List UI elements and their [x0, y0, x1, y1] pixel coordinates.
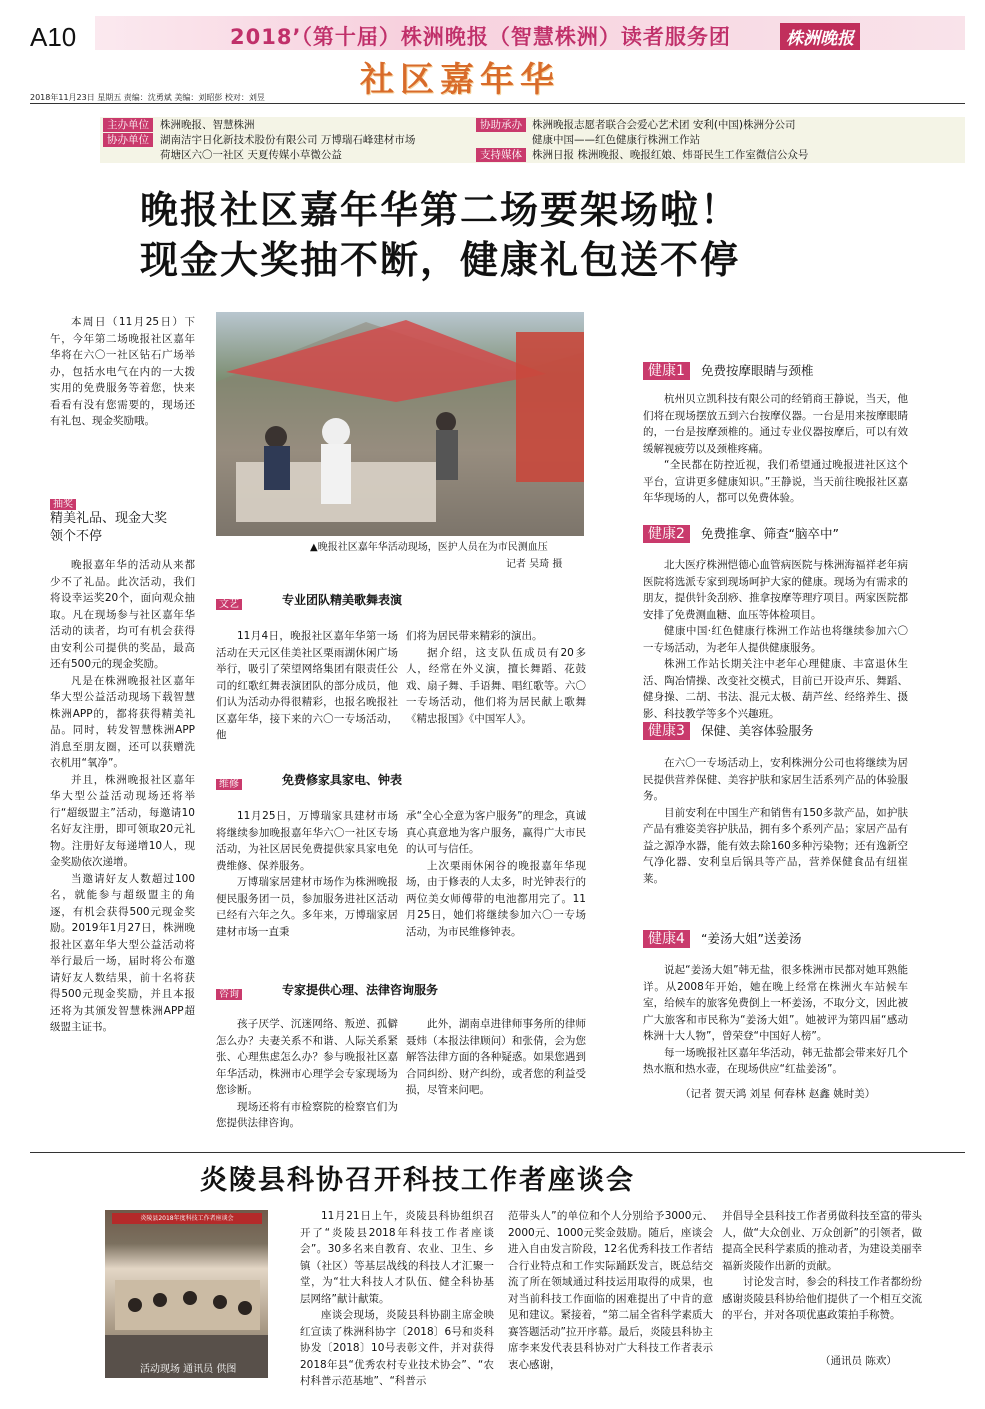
- masthead-rule: [30, 103, 965, 104]
- intro-text: 本周日（11月25日）下午，今年第二场晚报社区嘉年华将在六〇一社区钻石广场举办，包括水电气在内的一大拨实用的免费服务等着您，快来看看有没有您需要的，现场还有礼包、现金奖励哦。: [50, 316, 195, 427]
- section-title: 社区嘉年华: [360, 60, 560, 100]
- art-title: 专业团队精美歌舞表演: [282, 593, 403, 607]
- article-divider: [30, 1152, 965, 1153]
- health-4-title: “姜汤大姐”送姜汤: [701, 931, 802, 946]
- health-3-body: 在六〇一专场活动上，安利株洲分公司也将继续为居民提供营养保健、美容护肤和家居生活系列产品的体验服务。 目前安利在中国生产和销售有150多款产品，如护肤产品有雅姿美容护肤品，拥有多个系列产品；家居产品有益之源净水器，能有效去除160多种污染物；还有逸新空气净化器、安利皇后锅具等产品，营养保健食品有纽崔莱。: [643, 757, 908, 885]
- health-4-body: 说起“姜汤大姐”韩无盐，很多株洲市民都对她耳熟能详。从2008年开始，她在晚上经常在株洲火车站候车室，给候车的旅客免费倒上一杯姜汤，不取分文，因此被广大旅客和市民称为“姜汤大姐”。她被评为第四届“感动株洲十大人物”，曾荣登“中国好人榜”。 每一场晚报社区嘉年华活动，韩无盐都会带来好几个热水瓶和热水壶，在现场供应“红盐姜汤”。: [643, 964, 908, 1075]
- co-value: 湖南洁宇日化新技术股份有限公司 万博瑞石峰建材市场: [160, 134, 416, 146]
- page-number: A10: [30, 22, 77, 52]
- art-section: [216, 592, 242, 612]
- masthead-banner: 2018’（第十届）株洲晚报（智慧株洲）读者服务团: [230, 25, 731, 49]
- health-2-body: 北大医疗株洲恺德心血管病医院与株洲海福祥老年病医院将选派专家到现场呵护大家的健康。现场为有需求的朋友，提供针灸刮痧、推拿按摩等理疗项目。两家医院都安排了免费测血糖、血压等体检项目。 健康中国·红色健康行株洲工作站也将继续参加六〇一专场活动，为老年人提供健康服务。 株洲工作站长期关注中老年心理健康、丰富退休生活、陶冶情操、改变社交模式，目前已开设声乐、舞蹈、健身操、二胡、书法、混元太极、葫芦丝、经络养生、摄影、科技教学等多个兴趣班。: [643, 559, 908, 720]
- reporters-credit: （记者 贺天鸿 刘星 何春林 赵鑫 姚时美）: [680, 1088, 876, 1100]
- art-label: 文艺: [216, 599, 242, 610]
- repair-title: 免费修家具家电、钟表: [282, 773, 403, 787]
- assist-value: 株洲晚报志愿者联合会爱心艺术团 安利(中国)株洲分公司: [532, 119, 796, 131]
- headline-line-1: 晚报社区嘉年华第二场要架场啦！: [140, 188, 741, 232]
- health-2-title: 免费推拿、筛查“脑卒中”: [701, 526, 839, 541]
- lottery-label: 抽奖: [50, 499, 76, 510]
- repair-label: 维修: [216, 779, 242, 790]
- newspaper-logo: 株洲晚报: [780, 23, 860, 50]
- health-3-tag: 健康3: [643, 722, 690, 740]
- consult-section: [216, 982, 242, 1002]
- photo-caption: ▲晚报社区嘉年华活动现场，医护人员在为市民测血压: [310, 542, 548, 553]
- health-2-header: [643, 523, 839, 543]
- consult-col-1: 孩子厌学、沉迷网络、叛逆、孤僻怎么办？夫妻关系不和谐、人际关系紧张、心理焦虑怎么办？参与晚报社区嘉年华活动，株洲市心理学会专家现场为您诊断。 现场还将有市检察院的检察官们为您提供法律咨询。: [216, 1018, 398, 1129]
- dateline: 2018年11月23日 星期五 责编：沈勇斌 美编：刘昭彭 校对：刘昱: [30, 93, 265, 102]
- media-value: 株洲日报 株洲晚报、晚报红娘、炜哥民生工作室微信公众号: [532, 149, 809, 161]
- consult-col-2: 此外，湖南卓进律师事务所的律师聂炜（本报法律顾问）和张倩，会为您解答法律方面的各种疑惑。如果您遇到合同纠纷、财产纠纷，或者您的利益受损，尽管来问吧。: [406, 1018, 586, 1096]
- health-1-title: 免费按摩眼睛与颈椎: [701, 363, 814, 378]
- article2-credit: （通讯员 陈欢）: [820, 1355, 897, 1367]
- article2-headline: 炎陵县科协召开科技工作者座谈会: [200, 1165, 635, 1196]
- health-1-header: [643, 360, 814, 380]
- article2-col-2: 范带头人”的单位和个人分别给予3000元、2000元、1000元奖金鼓励。随后，座谈会进入自由发言阶段，12名优秀科技工作者结合行业特点和工作实际踊跃发言，既总结交流了所在领域通过科技运用取得的成果，也对当前科技工作面临的困难提出了中肯的意见和建议。紧接着，“第二届全省科学素质大赛答题活动”拉开序幕。最后，炎陵县科协主席李来发代表县科协对广大科技工作者表示衷心感谢，: [508, 1210, 713, 1371]
- media-label: 支持媒体: [476, 148, 526, 162]
- lottery-title: 精美礼品、现金大奖 领个不停: [50, 511, 168, 544]
- health-3-header: [643, 720, 814, 740]
- event-photo-illustration: [216, 312, 584, 536]
- health-1-body: 杭州贝立凯科技有限公司的经销商王静说，当天，他们将在现场摆放五到六台按摩仪器。一台是用来按摩眼睛的，一台是按摩颈椎的。通过专业仪器按摩后，可以有效缓解视疲劳以及颈椎疼痛。 “全民都在防控近视，我们希望通过晚报进社区这个平台，宣讲更多健康知识。”王静说，当天前往晚报社区嘉年华现场的人，都可以免费体验。: [643, 393, 908, 504]
- assist-value-2: 健康中国——红色健康行株洲工作站: [532, 134, 700, 146]
- photo-credit: 记者 吴琦 摄: [506, 559, 563, 570]
- co-label: 协办单位: [103, 133, 153, 147]
- article2-photo-banner: 炎陵县2018年度科技工作者座谈会: [112, 1213, 262, 1224]
- repair-col-1: 11月25日，万博瑞家具建材市场将继续参加晚报嘉年华六〇一社区专场活动，为社区居民免费提供家具家电免费维修、保养服务。 万博瑞家居建材市场作为株洲晚报便民服务团一员，参加服务进社区活动已经有六年之久。多年来，万博瑞家居建材市场一直秉: [216, 810, 398, 938]
- repair-section: [216, 772, 242, 792]
- event-photo: [216, 312, 584, 536]
- lottery-body: 晚报嘉年华的活动从来都少不了礼品。此次活动，我们将设幸运奖20个，面向观众抽取。凡在现场参与社区嘉年华活动的读者，均可有机会获得由安利公司提供的奖品，最高还有500元的现金奖励。 凡是在株洲晚报社区嘉年华大型公益活动现场下载智慧株洲APP的，都将获得精美礼品。同时，转发智慧株洲APP消息至朋友圈，还可以获赠洗衣机用“氧净”。 并且，株洲晚报社区嘉年华大型公益活动现场还将举行“超级盟主”活动，每邀请10名好友注册，即可领取20元礼物。注册好友每递增10人，现金奖励依次递增。 当邀请好友人数超过100名，就能参与超级盟主的角逐，有机会获得500元现金奖励。2019年1月27日，株洲晚报社区嘉年华大型公益活动将举行最后一场，届时将公布邀请好友人数结果，前十名将获得500元现金奖励，并且本报还将为其颁发智慧株洲APP超级盟主证书。: [50, 559, 195, 1033]
- main-headline: [140, 185, 860, 285]
- article2-col-1: 11月21日上午，炎陵县科协组织召开了“炎陵县2018年科技工作者座谈会”。30多名来自教育、农业、卫生、乡镇（社区）等基层战线的科技人才汇聚一堂，为“壮大科技人才队伍、健全科协基层网络”献计献策。 座谈会现场，炎陵县科协副主席金映红宣读了株洲科协字〔2018〕6号和炎科协发〔2018〕10号表彰文件，并对获得2018年县“优秀农村专业技术协会”、“农村科普示范基地”、“科普示: [300, 1210, 494, 1387]
- assist-label: 协助承办: [476, 118, 526, 132]
- art-col-2: 们将为居民带来精彩的演出。 据介绍，这支队伍成员有20多人，经常在外义演，擅长舞蹈、花鼓戏、扇子舞、手语舞、唱红歌等。六〇一专场活动，他们将为居民献上歌舞《精忠报国》《中国军人》。: [406, 630, 586, 725]
- article2-col-3: 并倡导全县科技工作者勇做科技至富的带头人，做“大众创业、万众创新”的引领者，做提高全民科学素质的推动者，为建设美丽幸福新炎陵作出新的贡献。 讨论发言时，参会的科技工作者都纷纷感谢炎陵县科协给他们提供了一个相互交流的平台，并对各项优惠政策拍手称赞。: [722, 1210, 922, 1321]
- article2-photo-illustration: [105, 1210, 268, 1378]
- repair-col-2: 承“全心全意为客户服务”的理念，真诚真心真意地为客户服务，赢得广大市民的认可与信任。 上次栗雨休闲谷的晚报嘉年华现场，由于修表的人太多，时光钟表行的两位美女师傅带的电池都用完了。11月25日，她们将继续参加六〇一专场活动，为市民维修钟表。: [406, 810, 586, 938]
- health-4-header: [643, 928, 801, 948]
- consult-label: 咨询: [216, 989, 242, 1000]
- host-label: 主办单位: [103, 118, 153, 132]
- health-2-tag: 健康2: [643, 525, 690, 543]
- host-value: 株洲晚报、智慧株洲: [160, 119, 255, 131]
- co-value-2: 荷塘区六〇一社区 天夏传媒小草微公益: [160, 149, 342, 161]
- consult-title: 专家提供心理、法律咨询服务: [282, 983, 439, 997]
- headline-line-2: 现金大奖抽不断，健康礼包送不停: [140, 238, 741, 282]
- health-4-tag: 健康4: [643, 930, 690, 948]
- art-col-1: 11月4日，晚报社区嘉年华第一场活动在天元区佳美社区栗雨湖休闲广场举行，吸引了荣望网络集团有限责任公司的红歌红舞表演团队的部分成员，他们认为活动办得很精彩，也报名晚报社区嘉年华，接下来的六〇一专场活动，他: [216, 630, 398, 741]
- lottery-section: [50, 492, 76, 512]
- article2-photo-caption: 活动现场 通讯员 供图: [140, 1364, 237, 1375]
- health-3-title: 保健、美容体验服务: [701, 723, 814, 738]
- article2-photo: [105, 1210, 268, 1378]
- health-1-tag: 健康1: [643, 362, 690, 380]
